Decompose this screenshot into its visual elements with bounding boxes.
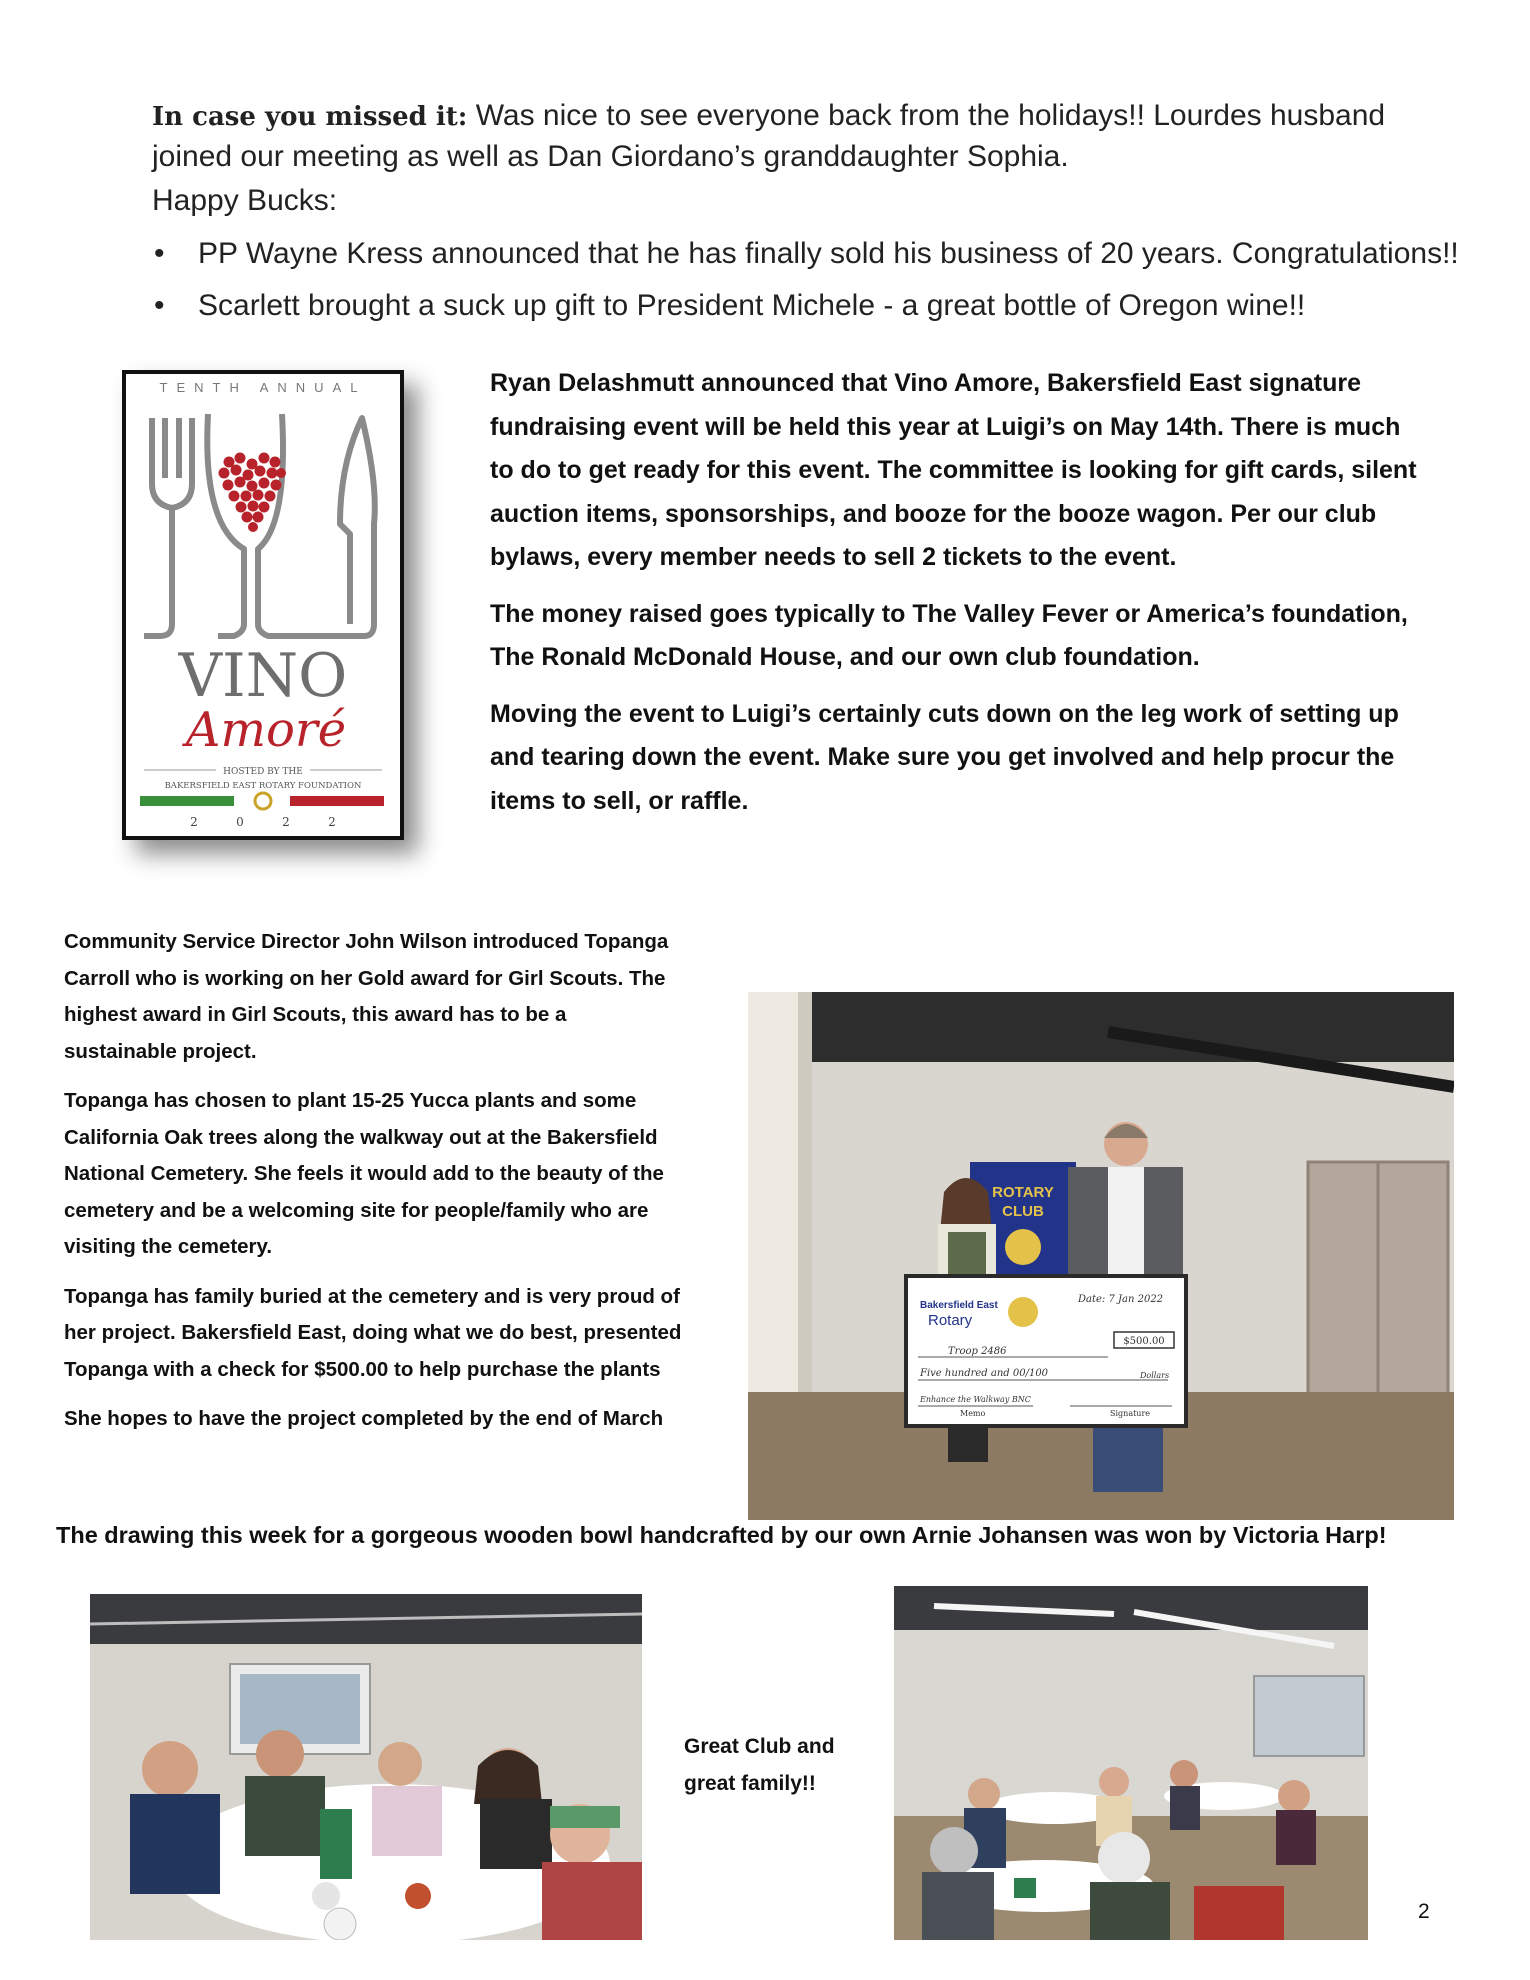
check-date: Date: 7 Jan 2022	[1078, 1294, 1164, 1305]
article-paragraph: The money raised goes typically to The Valley Fever or America’s foundation, The Ronald McDonald House, and our own club foundation.	[490, 599, 1408, 671]
person-head	[968, 1778, 1000, 1810]
check-brand: Bakersfield East	[920, 1300, 998, 1311]
list-item: • Scarlett brought a suck up gift to President Michele - a great bottle of Oregon wine!!	[152, 286, 1472, 338]
year-digit: 0	[236, 815, 244, 829]
check-prop	[906, 1276, 1186, 1426]
check-memo-text: Enhance the Walkway BNC	[920, 1395, 1031, 1404]
check-amount: $500.00	[1123, 1336, 1165, 1347]
wine-glass-icon	[207, 414, 332, 636]
article-paragraph: Moving the event to Luigi’s certainly cuts down on the leg work of setting up and tearing down the event. Make sure you get involved and help procur the items to sell, or raffle.	[490, 699, 1399, 815]
knife-icon	[332, 418, 375, 636]
check-memo: Memo	[960, 1409, 986, 1418]
year-digit: 2	[328, 815, 336, 829]
bullet-icon: •	[154, 237, 165, 270]
photo-caption	[684, 1728, 884, 1802]
check-signature: Signature	[1110, 1409, 1151, 1418]
vino-amore-logo-graphic	[126, 374, 400, 836]
bullet-icon: •	[154, 289, 165, 322]
topanga-article	[64, 924, 684, 1451]
logo-hosted-by: HOSTED BY THE	[223, 767, 303, 777]
check-presentation-photo	[748, 992, 1454, 1520]
rotary-wheel-icon	[1005, 1229, 1041, 1265]
person-head	[1170, 1760, 1198, 1788]
check-words: Five hundred and 00/100	[920, 1368, 1049, 1379]
person-head	[930, 1827, 978, 1875]
flag-red-stripe	[290, 796, 384, 806]
happy-bucks-list	[152, 234, 1472, 338]
drawing-announcement: The drawing this week for a gorgeous wooden bowl handcrafted by our own Arnie Johansen was won by Victoria Harp!	[56, 1522, 1387, 1548]
article-paragraph: Ryan Delashmutt announced that Vino Amore, Bakersfield East signature fundraising event will be held this year at Luigi’s on May 14th. There is much to do to get ready for this event. The committee is looking for gift cards, silent auction items, sponsorships, and booze for the booze wagon. Per our club bylaws, every member needs to sell 2 tickets to the event.	[490, 369, 1417, 571]
members-table-photo	[90, 1594, 642, 1940]
logo-vino: VINO	[178, 641, 348, 711]
year-digit: 2	[190, 815, 198, 829]
person-head	[256, 1730, 304, 1778]
logo-amore: Amoré	[185, 702, 347, 758]
happy-bucks-title: Happy Bucks:	[152, 184, 338, 217]
article-paragraph: Topanga has chosen to plant 15-25 Yucca plants and some California Oak trees along the walkway out at the Bakersfield National Cemetery. She feels it would add to the beauty of the cemetery and be a welcoming site for people/family who are visiting the cemetery.	[64, 1089, 664, 1258]
person-head	[1098, 1832, 1150, 1884]
banner-line: CLUB	[1002, 1203, 1044, 1220]
intro-paragraph	[152, 96, 1452, 177]
article-paragraph: Topanga has family buried at the cemetery and is very proud of her project. Bakersfield East, doing what we do best, presented Topanga with a check for $500.00 to help purchase the plants	[64, 1284, 682, 1381]
club-meeting-photo	[894, 1586, 1368, 1940]
intro-text: Was nice to see everyone back from the holidays!! Lourdes husband joined our meeting as well as Dan Giordano’s granddaughter Sophia.	[152, 99, 1386, 173]
person-head	[1099, 1767, 1129, 1797]
rotary-wheel-icon	[1008, 1297, 1038, 1327]
banner-line: ROTARY	[992, 1184, 1054, 1201]
flag-green-stripe	[140, 796, 234, 806]
caption-line: great family!!	[684, 1772, 816, 1795]
article-paragraph: She hopes to have the project completed by the end of March	[64, 1407, 664, 1430]
check-payee: Troop 2486	[948, 1346, 1007, 1357]
person-head	[1278, 1780, 1310, 1812]
vino-amore-article	[490, 362, 1430, 836]
rotary-wheel-icon	[255, 793, 271, 809]
logo-foundation: BAKERSFIELD EAST ROTARY FOUNDATION	[164, 781, 362, 791]
article-paragraph: Community Service Director John Wilson introduced Topanga Carroll who is working on her Gold award for Girl Scouts. The highest award in Girl Scouts, this award has to be a sustainable project.	[64, 930, 669, 1063]
year-digit: 2	[282, 815, 290, 829]
intro-lead: In case you missed it:	[152, 102, 468, 132]
page-number: 2	[1418, 1900, 1430, 1923]
vino-amore-logo	[122, 370, 404, 840]
caption-line: Great Club and	[684, 1735, 835, 1758]
person-head	[378, 1742, 422, 1786]
person-head	[142, 1741, 198, 1797]
logo-top-line: TENTH ANNUAL	[159, 380, 367, 395]
check-rotary: Rotary	[928, 1312, 973, 1329]
check-dollars: Dollars	[1140, 1371, 1170, 1380]
list-item: • PP Wayne Kress announced that he has finally sold his business of 20 years. Congratulations!!	[152, 234, 1472, 286]
fork-icon	[144, 418, 192, 636]
